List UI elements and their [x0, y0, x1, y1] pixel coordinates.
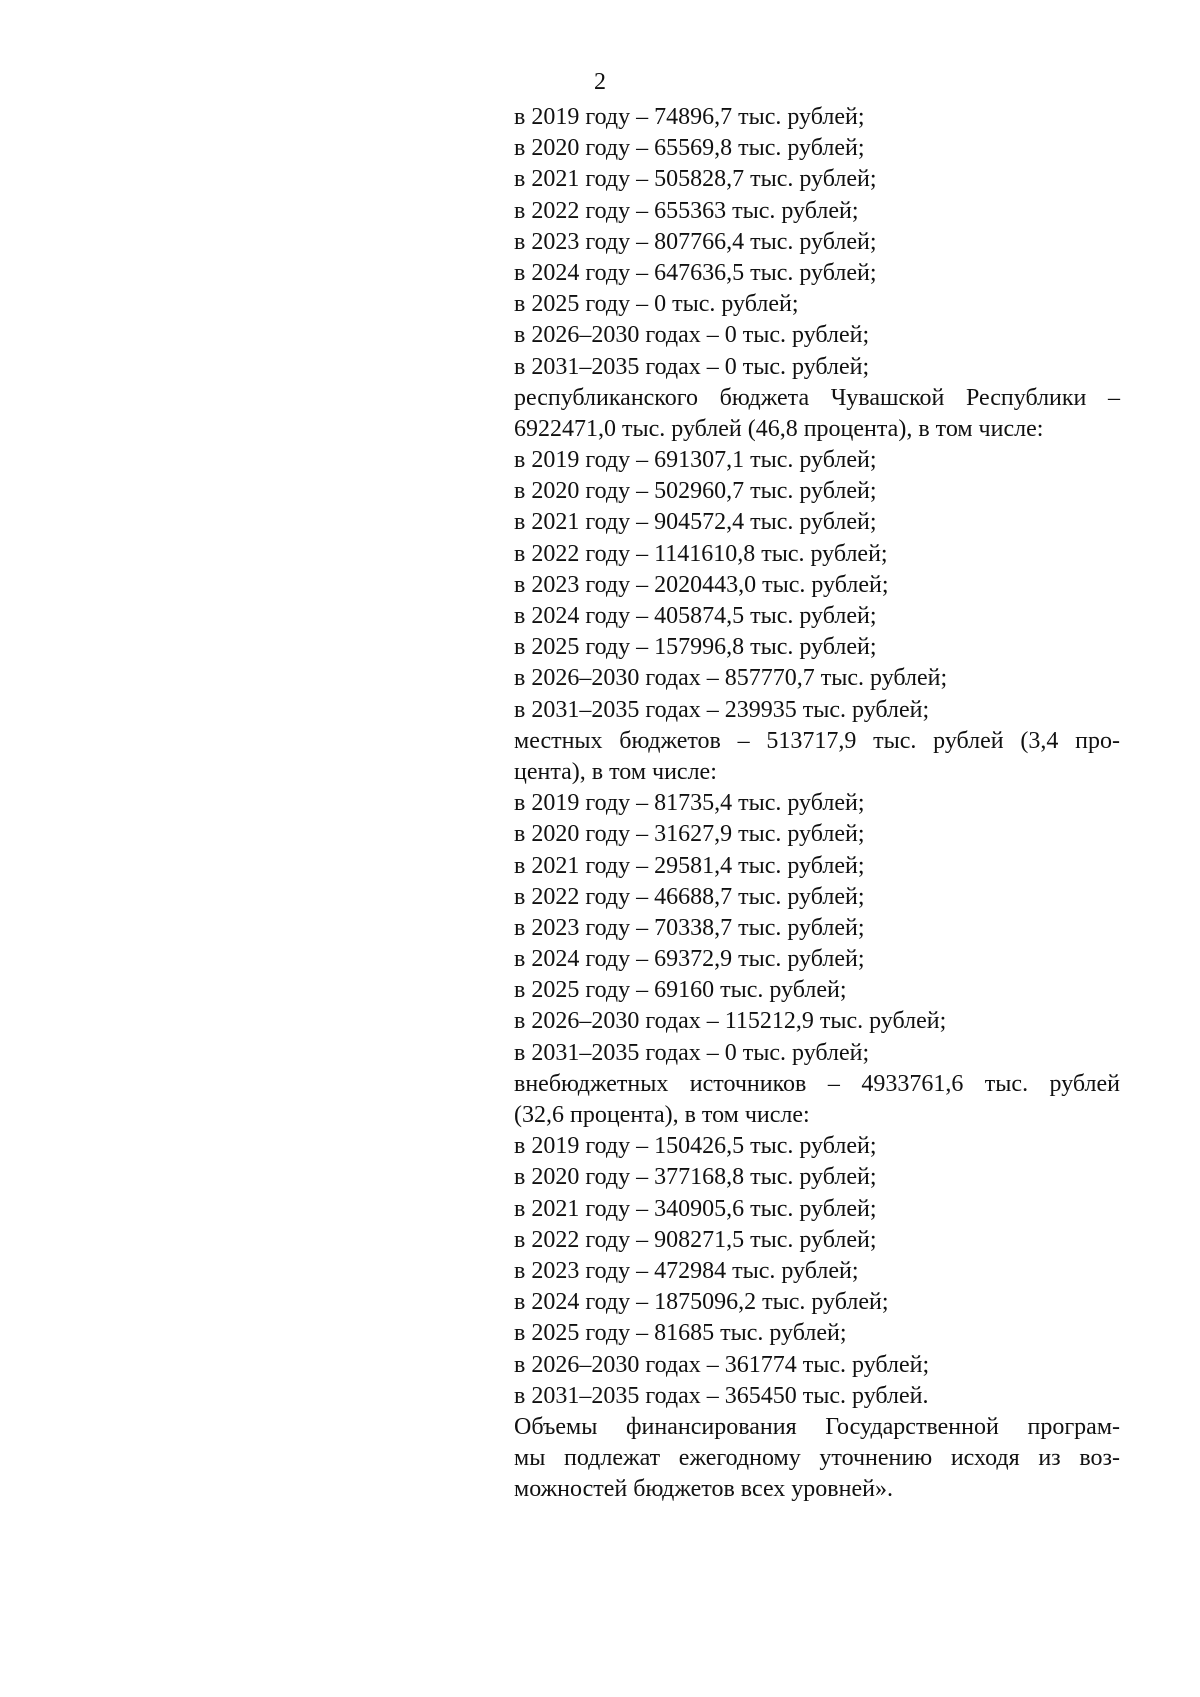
text-line: в 2031–2035 годах – 239935 тыс. рублей;	[514, 696, 930, 723]
text-line: в 2019 году – 74896,7 тыс. рублей;	[514, 104, 865, 130]
text-line: в 2031–2035 годах – 365450 тыс. рублей.	[514, 1382, 929, 1409]
text-line: республиканского бюджета Чувашской Республики –	[514, 384, 1120, 411]
text-line: в 2024 году – 405874,5 тыс. рублей;	[514, 603, 877, 629]
text-line: в 2024 году – 1875096,2 тыс. рублей;	[514, 1289, 889, 1316]
text-line: в 2031–2035 годах – 0 тыс. рублей;	[514, 353, 870, 380]
text-line: (32,6 процента), в том числе:	[514, 1102, 810, 1128]
text-line: Объемы финансирования Государственной програм-	[514, 1413, 1120, 1440]
text-line: в 2025 году – 81685 тыс. рублей;	[514, 1320, 847, 1347]
page-number: 2	[594, 69, 606, 95]
text-line: в 2026–2030 годах – 857770,7 тыс. рублей;	[514, 665, 948, 692]
text-line: в 2020 году – 65569,8 тыс. рублей;	[514, 135, 865, 162]
text-line: в 2025 году – 69160 тыс. рублей;	[514, 977, 847, 1004]
text-line: 6922471,0 тыс. рублей (46,8 процента), в том числе:	[514, 415, 1044, 442]
text-line: в 2021 году – 904572,4 тыс. рублей;	[514, 509, 877, 536]
text-line: в 2020 году – 377168,8 тыс. рублей;	[514, 1164, 877, 1191]
text-line: в 2019 году – 691307,1 тыс. рублей;	[514, 447, 877, 474]
text-line: в 2026–2030 годах – 361774 тыс. рублей;	[514, 1351, 930, 1378]
text-line: в 2021 году – 340905,6 тыс. рублей;	[514, 1195, 877, 1222]
text-line: в 2022 году – 655363 тыс. рублей;	[514, 197, 859, 224]
text-line: в 2020 году – 31627,9 тыс. рублей;	[514, 821, 865, 848]
text-line: местных бюджетов – 513717,9 тыс. рублей (3,4 про-	[514, 727, 1120, 754]
text-line: цента), в том числе:	[514, 758, 717, 785]
text-line: в 2023 году – 70338,7 тыс. рублей;	[514, 914, 865, 941]
text-line: в 2026–2030 годах – 0 тыс. рублей;	[514, 322, 870, 349]
text-line: в 2025 году – 0 тыс. рублей;	[514, 291, 799, 318]
text-line: в 2021 году – 29581,4 тыс. рублей;	[514, 852, 865, 879]
text-line: в 2021 году – 505828,7 тыс. рублей;	[514, 166, 877, 193]
text-line: в 2020 году – 502960,7 тыс. рублей;	[514, 478, 877, 505]
text-line: в 2023 году – 472984 тыс. рублей;	[514, 1257, 859, 1284]
text-line: в 2024 году – 647636,5 тыс. рублей;	[514, 259, 877, 286]
text-line: в 2026–2030 годах – 115212,9 тыс. рублей;	[514, 1008, 947, 1035]
document-body	[514, 102, 1120, 1505]
text-line: в 2025 году – 157996,8 тыс. рублей;	[514, 634, 877, 661]
text-line: в 2031–2035 годах – 0 тыс. рублей;	[514, 1039, 870, 1066]
text-line: внебюджетных источников – 4933761,6 тыс. рублей	[514, 1070, 1120, 1097]
text-line: в 2024 году – 69372,9 тыс. рублей;	[514, 946, 865, 973]
text-line: в 2022 году – 908271,5 тыс. рублей;	[514, 1226, 877, 1253]
text-line: в 2023 году – 807766,4 тыс. рублей;	[514, 228, 877, 255]
text-line: в 2022 году – 1141610,8 тыс. рублей;	[514, 540, 888, 567]
text-line: в 2022 году – 46688,7 тыс. рублей;	[514, 883, 865, 910]
text-line: в 2023 году – 2020443,0 тыс. рублей;	[514, 571, 889, 598]
text-line: в 2019 году – 150426,5 тыс. рублей;	[514, 1133, 877, 1160]
text-line: мы подлежат ежегодному уточнению исходя из воз-	[514, 1445, 1120, 1472]
text-line: можностей бюджетов всех уровней».	[514, 1476, 893, 1503]
text-line: в 2019 году – 81735,4 тыс. рублей;	[514, 790, 865, 817]
